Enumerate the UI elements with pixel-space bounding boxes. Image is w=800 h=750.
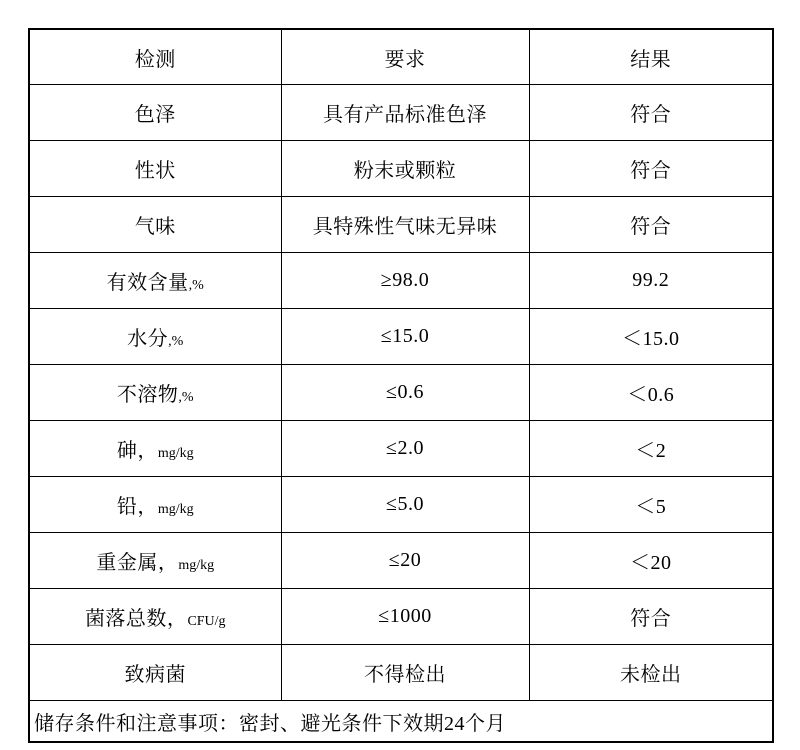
- cell-item: [29, 141, 281, 197]
- cell-item: [29, 477, 281, 533]
- table-header-row: [29, 29, 773, 85]
- table-row: [29, 253, 773, 309]
- item-label: 性状: [134, 160, 176, 182]
- cell-result: 符合: [529, 141, 773, 197]
- item-unit: ,%: [178, 390, 194, 405]
- table-row: [29, 589, 773, 645]
- item-label: 砷，: [116, 440, 158, 462]
- cell-item: [29, 253, 281, 309]
- cell-requirement: 不得检出: [281, 645, 529, 701]
- cell-requirement: ≤5.0: [281, 477, 529, 533]
- cell-result: ＜2: [529, 421, 773, 477]
- cell-item: [29, 85, 281, 141]
- cell-requirement: ≥98.0: [281, 253, 529, 309]
- cell-result: 99.2: [529, 253, 773, 309]
- cell-requirement: ≤2.0: [281, 421, 529, 477]
- table-row: [29, 309, 773, 365]
- specification-table: [28, 28, 774, 743]
- cell-result: ＜15.0: [529, 309, 773, 365]
- cell-item: [29, 645, 281, 701]
- cell-requirement: ≤15.0: [281, 309, 529, 365]
- item-unit: CFU/g: [187, 614, 226, 629]
- item-unit: ,%: [188, 278, 204, 293]
- cell-requirement: 具特殊性气味无异味: [281, 197, 529, 253]
- cell-result: 符合: [529, 197, 773, 253]
- cell-result: 符合: [529, 85, 773, 141]
- cell-requirement: ≤1000: [281, 589, 529, 645]
- item-label: 有效含量: [106, 272, 189, 294]
- item-unit: mg/kg: [178, 558, 215, 573]
- cell-item: [29, 365, 281, 421]
- item-unit: mg/kg: [157, 446, 194, 461]
- table-row: [29, 365, 773, 421]
- item-label: 铅，: [116, 496, 158, 518]
- header-cell-requirement: 要求: [281, 29, 529, 85]
- table-row: [29, 533, 773, 589]
- item-label: 水分: [127, 328, 169, 350]
- item-unit: ,%: [168, 334, 184, 349]
- cell-item: [29, 421, 281, 477]
- item-label: 致病菌: [124, 664, 186, 686]
- table-body: [29, 29, 773, 742]
- footnote-text: 储存条件和注意事项：密封、避光条件下效期24个月: [29, 701, 773, 743]
- item-label: 重金属，: [96, 552, 179, 574]
- item-label: 菌落总数，: [84, 608, 188, 630]
- cell-requirement: 粉末或颗粒: [281, 141, 529, 197]
- table-row: [29, 85, 773, 141]
- table-row: [29, 645, 773, 701]
- cell-item: [29, 197, 281, 253]
- cell-item: [29, 533, 281, 589]
- header-cell-item: 检测: [29, 29, 281, 85]
- table-row: [29, 197, 773, 253]
- cell-item: [29, 309, 281, 365]
- table-footnote-row: [29, 701, 773, 743]
- cell-result: ＜0.6: [529, 365, 773, 421]
- cell-item: [29, 589, 281, 645]
- cell-requirement: ≤20: [281, 533, 529, 589]
- item-label: 色泽: [134, 104, 176, 126]
- table-row: [29, 477, 773, 533]
- cell-requirement: 具有产品标准色泽: [281, 85, 529, 141]
- item-label: 气味: [134, 216, 176, 238]
- item-unit: mg/kg: [157, 502, 194, 517]
- item-label: 不溶物: [116, 384, 179, 406]
- cell-result: ＜5: [529, 477, 773, 533]
- cell-result: 符合: [529, 589, 773, 645]
- header-cell-result: 结果: [529, 29, 773, 85]
- cell-requirement: ≤0.6: [281, 365, 529, 421]
- table-row: [29, 141, 773, 197]
- cell-result: ＜20: [529, 533, 773, 589]
- cell-result: 未检出: [529, 645, 773, 701]
- table-row: [29, 421, 773, 477]
